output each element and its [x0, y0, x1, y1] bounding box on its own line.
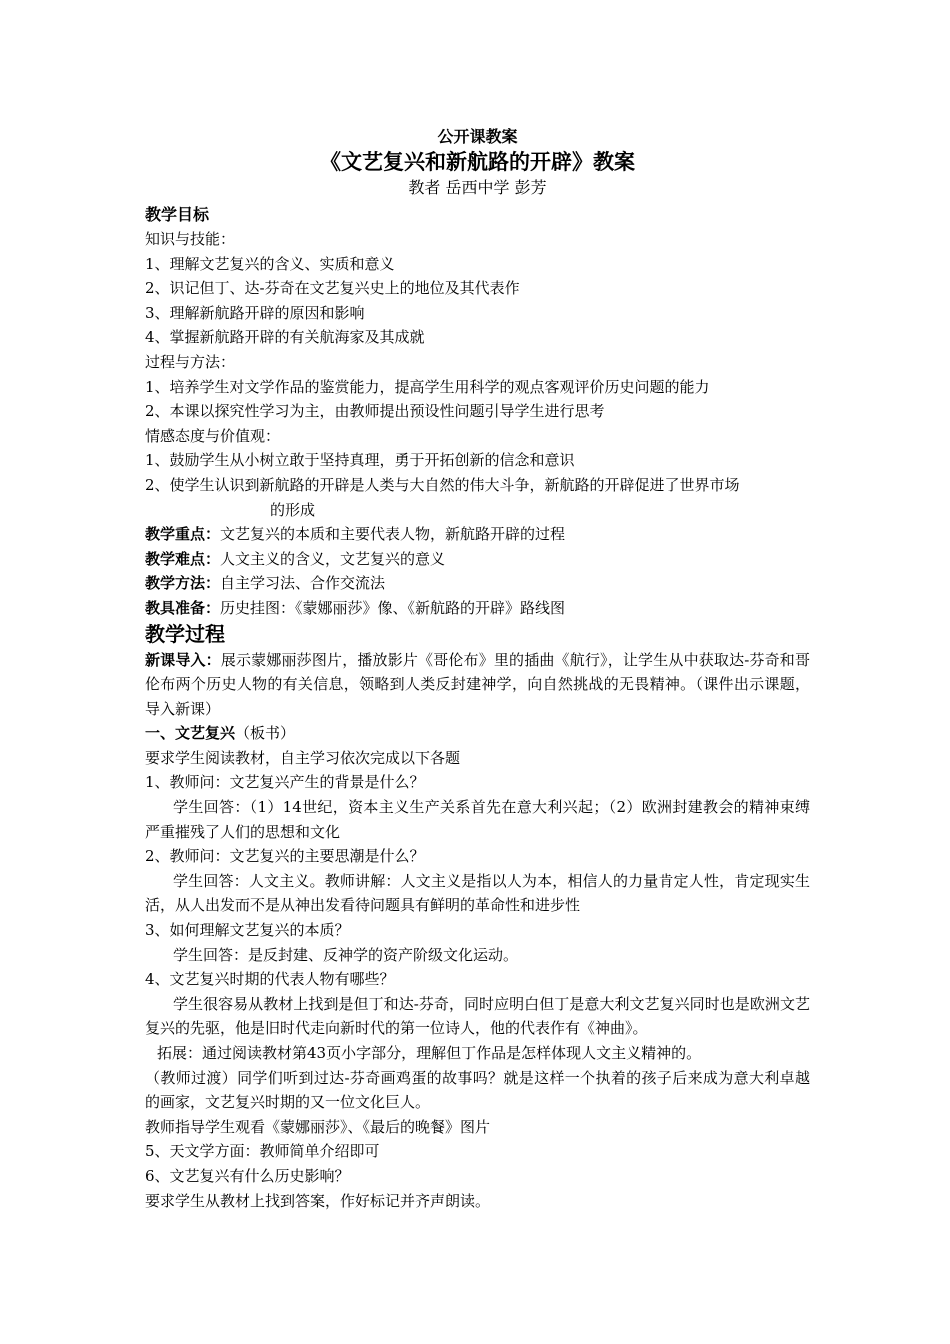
- emotion-item: 1、鼓励学生从小树立敢于坚持真理，勇于开拓创新的信念和意识: [145, 451, 575, 470]
- knowledge-item: 4、掌握新航路开辟的有关航海家及其成就: [145, 328, 425, 347]
- final-text: 要求学生从教材上找到答案，作好标记并齐声朗读。: [145, 1191, 491, 1210]
- teaching-aids-label: 教具准备：: [145, 598, 221, 617]
- process-method-item: 2、本课以探究性学习为主，由教师提出预设性问题引导学生进行思考: [145, 402, 605, 421]
- answer: 学生回答：是反封建、反神学的资产阶级文化运动。: [173, 945, 519, 964]
- emotion-label: 情感态度与价值观：: [145, 426, 281, 445]
- requirement-text: 要求学生阅读教材，自主学习依次完成以下各题: [145, 748, 461, 767]
- extension-text: 拓展：通过阅读教材第43页小字部分，理解但丁作品是怎样体现人文主义精神的。: [157, 1044, 702, 1062]
- answer: 学生回答：（1）14世纪，资本主义生产关系首先在意大利兴起；（2）欧洲封建教会的精神束缚严重摧残了人们的思想和文化: [145, 798, 810, 841]
- transition-text: （教师过渡）同学们听到过达-芬奇画鸡蛋的故事吗？就是这样一个执着的孩子后来成为意大利卓越的画家，文艺复兴时期的又一位文化巨人。: [145, 1068, 810, 1112]
- question: 1、教师问：文艺复兴产生的背景是什么？: [145, 773, 425, 792]
- intro-label: 新课导入：: [145, 650, 221, 669]
- intro-text: 展示蒙娜丽莎图片，播放影片《哥伦布》里的插曲《航行》，让学生从中获取达-芬奇和哥伦布两个历史人物的有关信息，领略到人类反封建神学，向自然挑战的无畏精神。（课件出示课题，导入新课）: [145, 650, 810, 718]
- question: 5、天文学方面：教师简单介绍即可: [145, 1142, 380, 1161]
- answer: 学生回答：人文主义。教师讲解：人文主义是指以人为本，相信人的力量肯定人性，肯定现实生活，从人出发而不是从神出发看待问题具有鲜明的革命性和进步性: [145, 871, 810, 915]
- guide-text: 教师指导学生观看《蒙娜丽莎》、《最后的晚餐》图片: [145, 1117, 491, 1136]
- difficult-point-text: 人文主义的含义，文艺复兴的意义: [220, 549, 446, 568]
- section-heading: [145, 721, 810, 746]
- question: 2、教师问：文艺复兴的主要思潮是什么？: [145, 847, 425, 866]
- teaching-aids: [145, 596, 810, 621]
- process-method-label: 过程与方法：: [145, 352, 236, 371]
- emotion-item: 2、使学生认识到新航路的开辟是人类与大自然的伟大斗争，新航路的开辟促进了世界市场: [145, 475, 740, 494]
- knowledge-item: 2、识记但丁、达-芬奇在文艺复兴史上的地位及其代表作: [145, 279, 520, 298]
- doc-subtitle: 公开课教案: [437, 127, 518, 146]
- question: 6、文艺复兴有什么历史影响？: [145, 1166, 350, 1185]
- process-heading: 教学过程: [145, 621, 225, 646]
- difficult-point: [145, 547, 810, 572]
- process-method-item: 1、培养学生对文学作品的鉴赏能力，提高学生用科学的观点客观评价历史问题的能力: [145, 377, 710, 396]
- emotion-item-continued: 的形成: [270, 500, 316, 519]
- document-page: [145, 126, 810, 1213]
- knowledge-item: 1、理解文艺复兴的含义、实质和意义: [145, 254, 395, 273]
- question: 3、如何理解文艺复兴的本质？: [145, 921, 350, 940]
- teaching-method-text: 自主学习法、合作交流法: [220, 574, 386, 593]
- question: 4、文艺复兴时期的代表人物有哪些？: [145, 970, 395, 989]
- teaching-method-label: 教学方法：: [145, 574, 221, 593]
- knowledge-label: 知识与技能：: [145, 230, 236, 248]
- intro-paragraph: [145, 648, 810, 722]
- doc-title: 《文艺复兴和新航路的开辟》教案: [320, 150, 635, 174]
- difficult-point-label: 教学难点：: [145, 549, 221, 568]
- section-title: 一、文艺复兴: [145, 724, 236, 743]
- teaching-aids-text: 历史挂图：《蒙娜丽莎》像、《新航路的开辟》路线图: [220, 598, 566, 617]
- doc-author: 教者 岳西中学 彭芳: [408, 178, 547, 197]
- key-point: [145, 522, 810, 547]
- knowledge-item: 3、理解新航路开辟的原因和影响: [145, 303, 365, 322]
- key-point-label: 教学重点：: [145, 525, 221, 544]
- section-note: （板书）: [235, 724, 296, 743]
- answer: 学生很容易从教材上找到是但丁和达-芬奇，同时应明白但丁是意大利文艺复兴同时也是欧洲文艺复兴的先驱，他是旧时代走向新时代的第一位诗人，他的代表作有《神曲》。: [145, 994, 810, 1038]
- teaching-method: [145, 571, 810, 596]
- goals-heading: 教学目标: [145, 205, 210, 224]
- key-point-text: 文艺复兴的本质和主要代表人物，新航路开辟的过程: [220, 525, 566, 544]
